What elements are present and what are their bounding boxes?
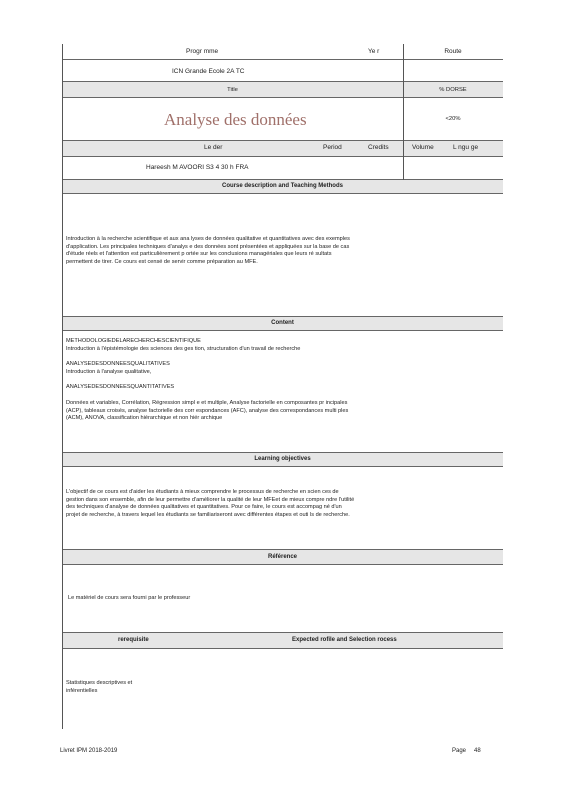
learning-objectives-heading: Learning objectives [254, 456, 311, 462]
footer-page-number: 48 [474, 748, 481, 754]
learning-objectives-text [66, 489, 498, 519]
paragraph-line: gestion dans son ensemble, afin de leur permettre d'améliorer la qualité de leur MFEet de mieux compre ndre l'utilité [66, 496, 355, 503]
content-text [66, 338, 498, 423]
divider [62, 59, 503, 60]
divider [62, 156, 503, 157]
divider [62, 193, 503, 194]
paragraph-line: L'objectif de ce cours est d'aider les étudiants à mieux comprendre le processus de recherche en scien ces de [66, 489, 339, 495]
content-subtitle: METHODOLOGIEDELARECHERCHESCIENTIFIQUE [66, 338, 201, 344]
dorse-value: <20% [445, 116, 461, 122]
program-label: Progr mme [186, 48, 219, 55]
paragraph-line: (ACM), ANOVA, classification hiérarchique et non hiér archique [66, 415, 223, 422]
divider [62, 466, 503, 467]
paragraph-line: des techniques d'analyse de données qualitatives et quantitatives. Pour ce faire, le cours est accompag né d'un [66, 504, 342, 511]
content-heading: Content [271, 320, 294, 326]
paragraph-line: Introduction à l'analyse qualitative, [66, 368, 152, 375]
course-title: Analyse des données [164, 110, 307, 129]
course-description-text [66, 236, 498, 266]
paragraph-line: (ACP), tableaux croisés, analyse factorielle des corr espondances (AFC), analyse des correspondances multi ples [66, 407, 349, 414]
leader-value: Hareesh M AVOORI S3 4 30 h FRA [146, 164, 249, 171]
divider [62, 564, 503, 565]
paragraph-line: Introduction à l'épistémologie des sciences des ges tion, structuration d'un travail de recherche [66, 345, 301, 352]
program-value: ICN Grande Ecole 2A TC [172, 68, 245, 75]
reference-heading: Référence [267, 554, 297, 560]
route-label: Route [444, 48, 462, 55]
period-label: Period [323, 144, 342, 151]
table-left-border [62, 44, 63, 729]
paragraph-line: Données et variables, Corrélation, Régression simpl e et multiple, Analyse factorielle en composantes pr incipales [66, 399, 348, 406]
paragraph-line: Statistiques descriptives et [66, 680, 133, 686]
paragraph-line: Introduction à la recherche scientifique et aux ana lyses de données qualitative et quantitatives avec des exemples [66, 236, 350, 242]
credits-label: Credits [368, 144, 389, 151]
title-label: Title [227, 87, 238, 93]
reference-text [68, 595, 498, 603]
year-label: Ye r [368, 48, 380, 55]
footer-page-label: Page [452, 748, 467, 754]
paragraph-line: d'étude réels et l'attention est particulièrement p ortée sur les conclusions managériales que leurs ré sultats [66, 251, 332, 258]
divider [62, 330, 503, 331]
paragraph-line: d'application. Les principales techniques d'analys e des données sont présentées et appliquées sur la base de cas [66, 243, 350, 250]
course-description-heading: Course description and Teaching Methods [222, 183, 343, 189]
expected-profile-heading: Expected rofile and Selection rocess [292, 637, 397, 643]
paragraph-line: permettent de tirer. Ce cours est censé de servir comme préparation au MFE. [66, 258, 258, 265]
divider [62, 648, 503, 649]
paragraph-line: Le matériel de cours sera fourni par le professeur [68, 595, 191, 601]
volume-label: Volume [412, 144, 434, 151]
leader-label: Le der [204, 144, 223, 151]
language-label: L ngu ge [453, 144, 479, 151]
paragraph-line: inférentielles [66, 687, 98, 694]
prerequisite-text [66, 680, 266, 695]
footer-booklet: Livret IPM 2018-2019 [60, 748, 118, 754]
content-subtitle: ANALYSEDESDONNEESQUALITATIVES [66, 361, 170, 368]
divider [62, 97, 503, 98]
prerequisite-heading: rerequisite [118, 637, 149, 643]
content-subtitle: ANALYSEDESDONNEESQUANTITATIVES [66, 384, 175, 391]
leader-header-band [63, 141, 503, 156]
dorse-label: % DORSE [439, 87, 467, 93]
column-divider [403, 44, 404, 180]
paragraph-line: projet de recherche, à travers lequel les étudiants se familiariseront avec différentes étapes et outi ls de recherche. [66, 511, 350, 518]
